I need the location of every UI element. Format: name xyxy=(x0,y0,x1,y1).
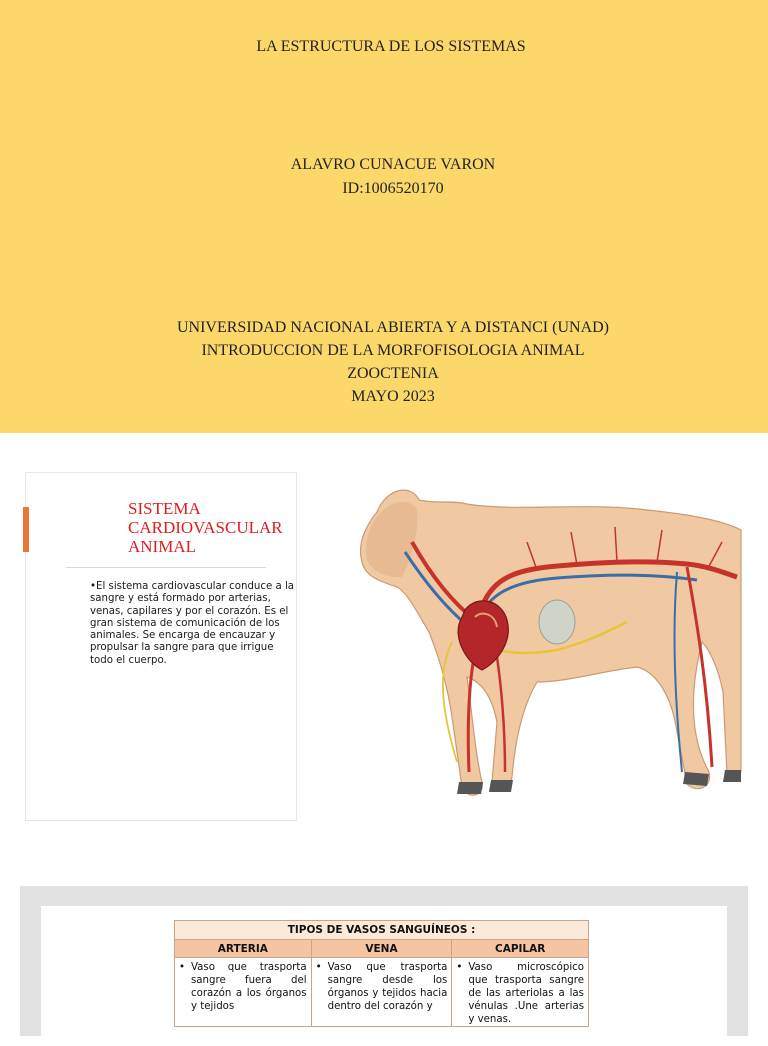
cell-vena xyxy=(311,958,452,1027)
author-name: ALAVRO CUNACUE VARON xyxy=(290,156,496,173)
section-title xyxy=(128,499,303,556)
cow-cardiovascular-illustration xyxy=(357,482,743,805)
column-header-capilar: CAPILAR xyxy=(452,940,589,958)
bullet: • xyxy=(456,962,463,973)
institution-block xyxy=(0,316,768,408)
table-row xyxy=(175,958,589,1027)
accent-bar xyxy=(23,507,29,552)
presentation-title: LA ESTRUCTURA DE LOS SISTEMAS xyxy=(256,38,526,55)
title-line-2: CARDIOVASCULAR xyxy=(128,518,283,537)
title-slide xyxy=(0,0,768,433)
student-id: ID:1006520170 xyxy=(342,180,444,197)
text-card xyxy=(25,472,297,821)
bullet: • xyxy=(315,962,322,973)
title-line-1: SISTEMA xyxy=(128,499,201,518)
slide-content xyxy=(41,906,727,1046)
cell-text: Vaso que trasporta sangre fuera del corazón a los órganos y tejidos xyxy=(191,962,307,1012)
institution-name: UNIVERSIDAD NACIONAL ABIERTA Y A DISTANCI (UNAD) xyxy=(176,319,609,336)
author-block xyxy=(0,153,768,201)
bullet: • xyxy=(179,962,186,973)
cell-capilar xyxy=(452,958,589,1027)
vessel-types-table xyxy=(174,920,589,1027)
column-header-vena: VENA xyxy=(311,940,452,958)
title-line-3: ANIMAL xyxy=(128,537,196,556)
cell-text: Vaso microscópico que trasporta sangre de las arteriolas a las vénulas .Une arterias y venas. xyxy=(468,962,584,1025)
program-name: ZOOCTENIA xyxy=(347,365,439,382)
presentation-date: MAYO 2023 xyxy=(351,388,435,405)
course-name: INTRODUCCION DE LA MORFOFISOLOGIA ANIMAL xyxy=(201,342,585,359)
cell-text: Vaso que trasporta sangre desde los órganos y tejidos hacia dentro del corazón y xyxy=(327,962,448,1012)
table-title: TIPOS DE VASOS SANGUÍNEOS : xyxy=(175,921,589,940)
cell-arteria xyxy=(175,958,312,1027)
divider xyxy=(66,567,266,568)
vessel-types-slide xyxy=(20,886,748,1036)
column-header-arteria: ARTERIA xyxy=(175,940,312,958)
description-text: •El sistema cardiovascular conduce a la sangre y está formado por arterias, venas, capilares y por el corazón. Es el gran sistema de comunicación de los animales. Se encarga de encauzar y propulsar la sangre para que irrigue todo el cuerpo. xyxy=(90,581,295,666)
